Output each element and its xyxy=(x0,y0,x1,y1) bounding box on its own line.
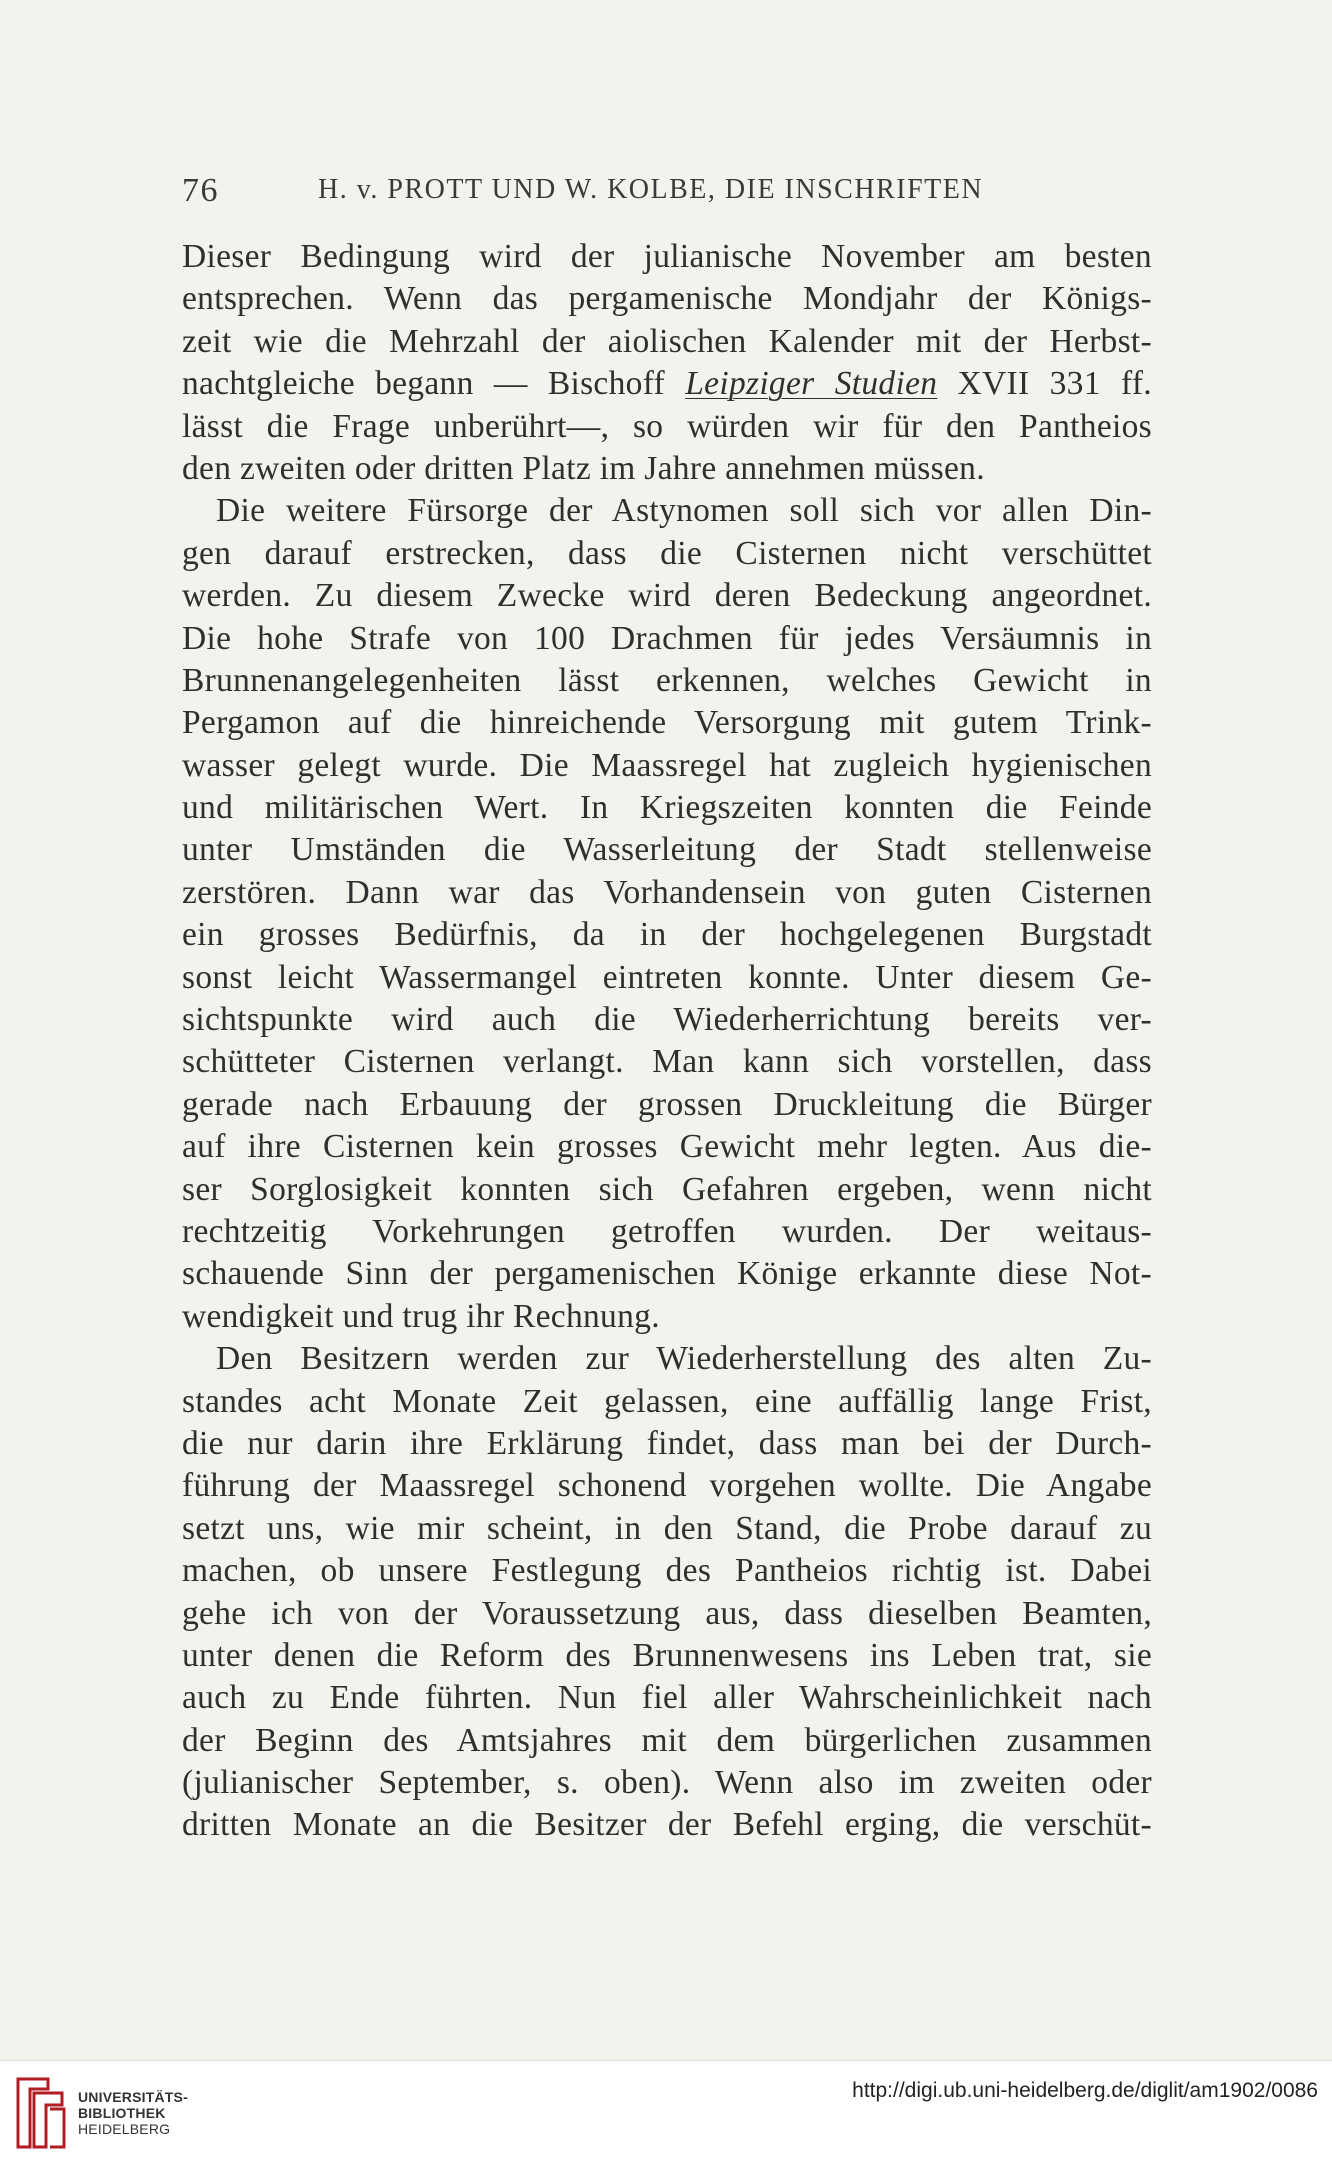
library-logo-icon xyxy=(14,2073,68,2151)
page-number: 76 xyxy=(182,172,219,209)
text-line: den zweiten oder dritten Platz im Jahre annehmen müssen. xyxy=(182,449,985,487)
text-line: sichtspunkte wird auch die Wiederherrichtung bereits ver- xyxy=(182,1001,1152,1039)
text-line: schütteter Cisternen verlangt. Man kann sich vorstellen, dass xyxy=(182,1043,1152,1081)
body-text xyxy=(182,236,1152,1847)
library-name-line2: BIBLIOTHEK xyxy=(78,2105,166,2121)
text-line: Dieser Bedingung wird der julianische November am besten xyxy=(182,238,1152,275)
footer-bar xyxy=(0,2060,1332,2159)
text-line: lässt die Frage unberührt—, so würden wir für den Pantheios xyxy=(182,407,1152,445)
text-line: Den Besitzern werden zur Wiederherstellung des alten Zu- xyxy=(216,1340,1152,1378)
text-line: (julianischer September, s. oben). Wenn also im zweiten oder xyxy=(182,1764,1152,1802)
text-line: rechtzeitig Vorkehrungen getroffen wurden. Der weitaus- xyxy=(182,1212,1152,1250)
text-line: sonst leicht Wassermangel eintreten konnte. Unter diesem Ge- xyxy=(182,958,1152,996)
text-line: wasser gelegt wurde. Die Maassregel hat zugleich hygienischen xyxy=(182,746,1152,784)
library-name-line1: UNIVERSITÄTS- xyxy=(78,2089,188,2105)
text-line: und militärischen Wert. In Kriegszeiten konnten die Feinde xyxy=(182,789,1152,827)
text-line: Die hohe Strafe von 100 Drachmen für jedes Versäumnis in xyxy=(182,619,1152,657)
text-line: gehe ich von der Voraussetzung aus, dass dieselben Beamten, xyxy=(182,1594,1152,1632)
library-name xyxy=(78,2089,188,2137)
text-line: wendigkeit und trug ihr Rechnung. xyxy=(182,1297,660,1335)
running-head xyxy=(182,172,1152,212)
text-line: zerstören. Dann war das Vorhandensein von guten Cisternen xyxy=(182,873,1152,911)
text-line: die nur darin ihre Erklärung findet, dass man bei der Durch- xyxy=(182,1424,1152,1462)
text-line: ser Sorglosigkeit konnten sich Gefahren ergeben, wenn nicht xyxy=(182,1170,1152,1208)
text-line: unter Umständen die Wasserleitung der Stadt stellenweise xyxy=(182,831,1152,869)
text-line: der Beginn des Amtsjahres mit dem bürgerlichen zusammen xyxy=(182,1721,1152,1759)
text-line: auch zu Ende führten. Nun fiel aller Wahrscheinlichkeit nach xyxy=(182,1679,1152,1717)
text-line: ein grosses Bedürfnis, da in der hochgelegenen Burgstadt xyxy=(182,916,1152,954)
text-line: werden. Zu diesem Zwecke wird deren Bedeckung angeordnet. xyxy=(182,577,1152,615)
citation-lead: nachtgleiche begann — Bischoff xyxy=(182,365,666,403)
text-line: gen darauf erstrecken, dass die Cisternen nicht verschüttet xyxy=(182,534,1152,572)
text-line: machen, ob unsere Festlegung des Pantheios richtig ist. Dabei xyxy=(182,1552,1152,1590)
citation-tail: XVII 331 ff. xyxy=(957,365,1152,403)
text-line: Pergamon auf die hinreichende Versorgung mit gutem Trink- xyxy=(182,704,1152,742)
running-title: H. v. PROTT UND W. KOLBE, DIE INSCHRIFTEN xyxy=(318,174,984,205)
text-line: unter denen die Reform des Brunnenwesens ins Leben trat, sie xyxy=(182,1636,1152,1674)
text-line: setzt uns, wie mir scheint, in den Stand, die Probe darauf zu xyxy=(182,1509,1152,1547)
text-line: zeit wie die Mehrzahl der aiolischen Kalender mit der Herbst- xyxy=(182,322,1152,360)
text-line-citation xyxy=(182,363,1152,405)
permalink-url[interactable]: http://digi.ub.uni-heidelberg.de/diglit/am1902/0086 xyxy=(852,2079,1318,2102)
text-line: Die weitere Fürsorge der Astynomen soll sich vor allen Din- xyxy=(216,492,1152,530)
text-line: Brunnenangelegenheiten lässt erkennen, welches Gewicht in xyxy=(182,661,1152,699)
text-line: standes acht Monate Zeit gelassen, eine auffällig lange Frist, xyxy=(182,1382,1152,1420)
text-line: entsprechen. Wenn das pergamenische Mondjahr der Königs- xyxy=(182,280,1152,318)
text-line: gerade nach Erbauung der grossen Druckleitung die Bürger xyxy=(182,1085,1152,1123)
citation-title: Leipziger Studien xyxy=(685,365,938,403)
text-line: schauende Sinn der pergamenischen Könige erkannte diese Not- xyxy=(182,1255,1152,1293)
text-line: führung der Maassregel schonend vorgehen wollte. Die Angabe xyxy=(182,1467,1152,1505)
text-line: dritten Monate an die Besitzer der Befehl erging, die verschüt- xyxy=(182,1806,1152,1844)
text-line: auf ihre Cisternen kein grosses Gewicht mehr legten. Aus die- xyxy=(182,1128,1152,1166)
library-name-line3: HEIDELBERG xyxy=(78,2121,171,2137)
